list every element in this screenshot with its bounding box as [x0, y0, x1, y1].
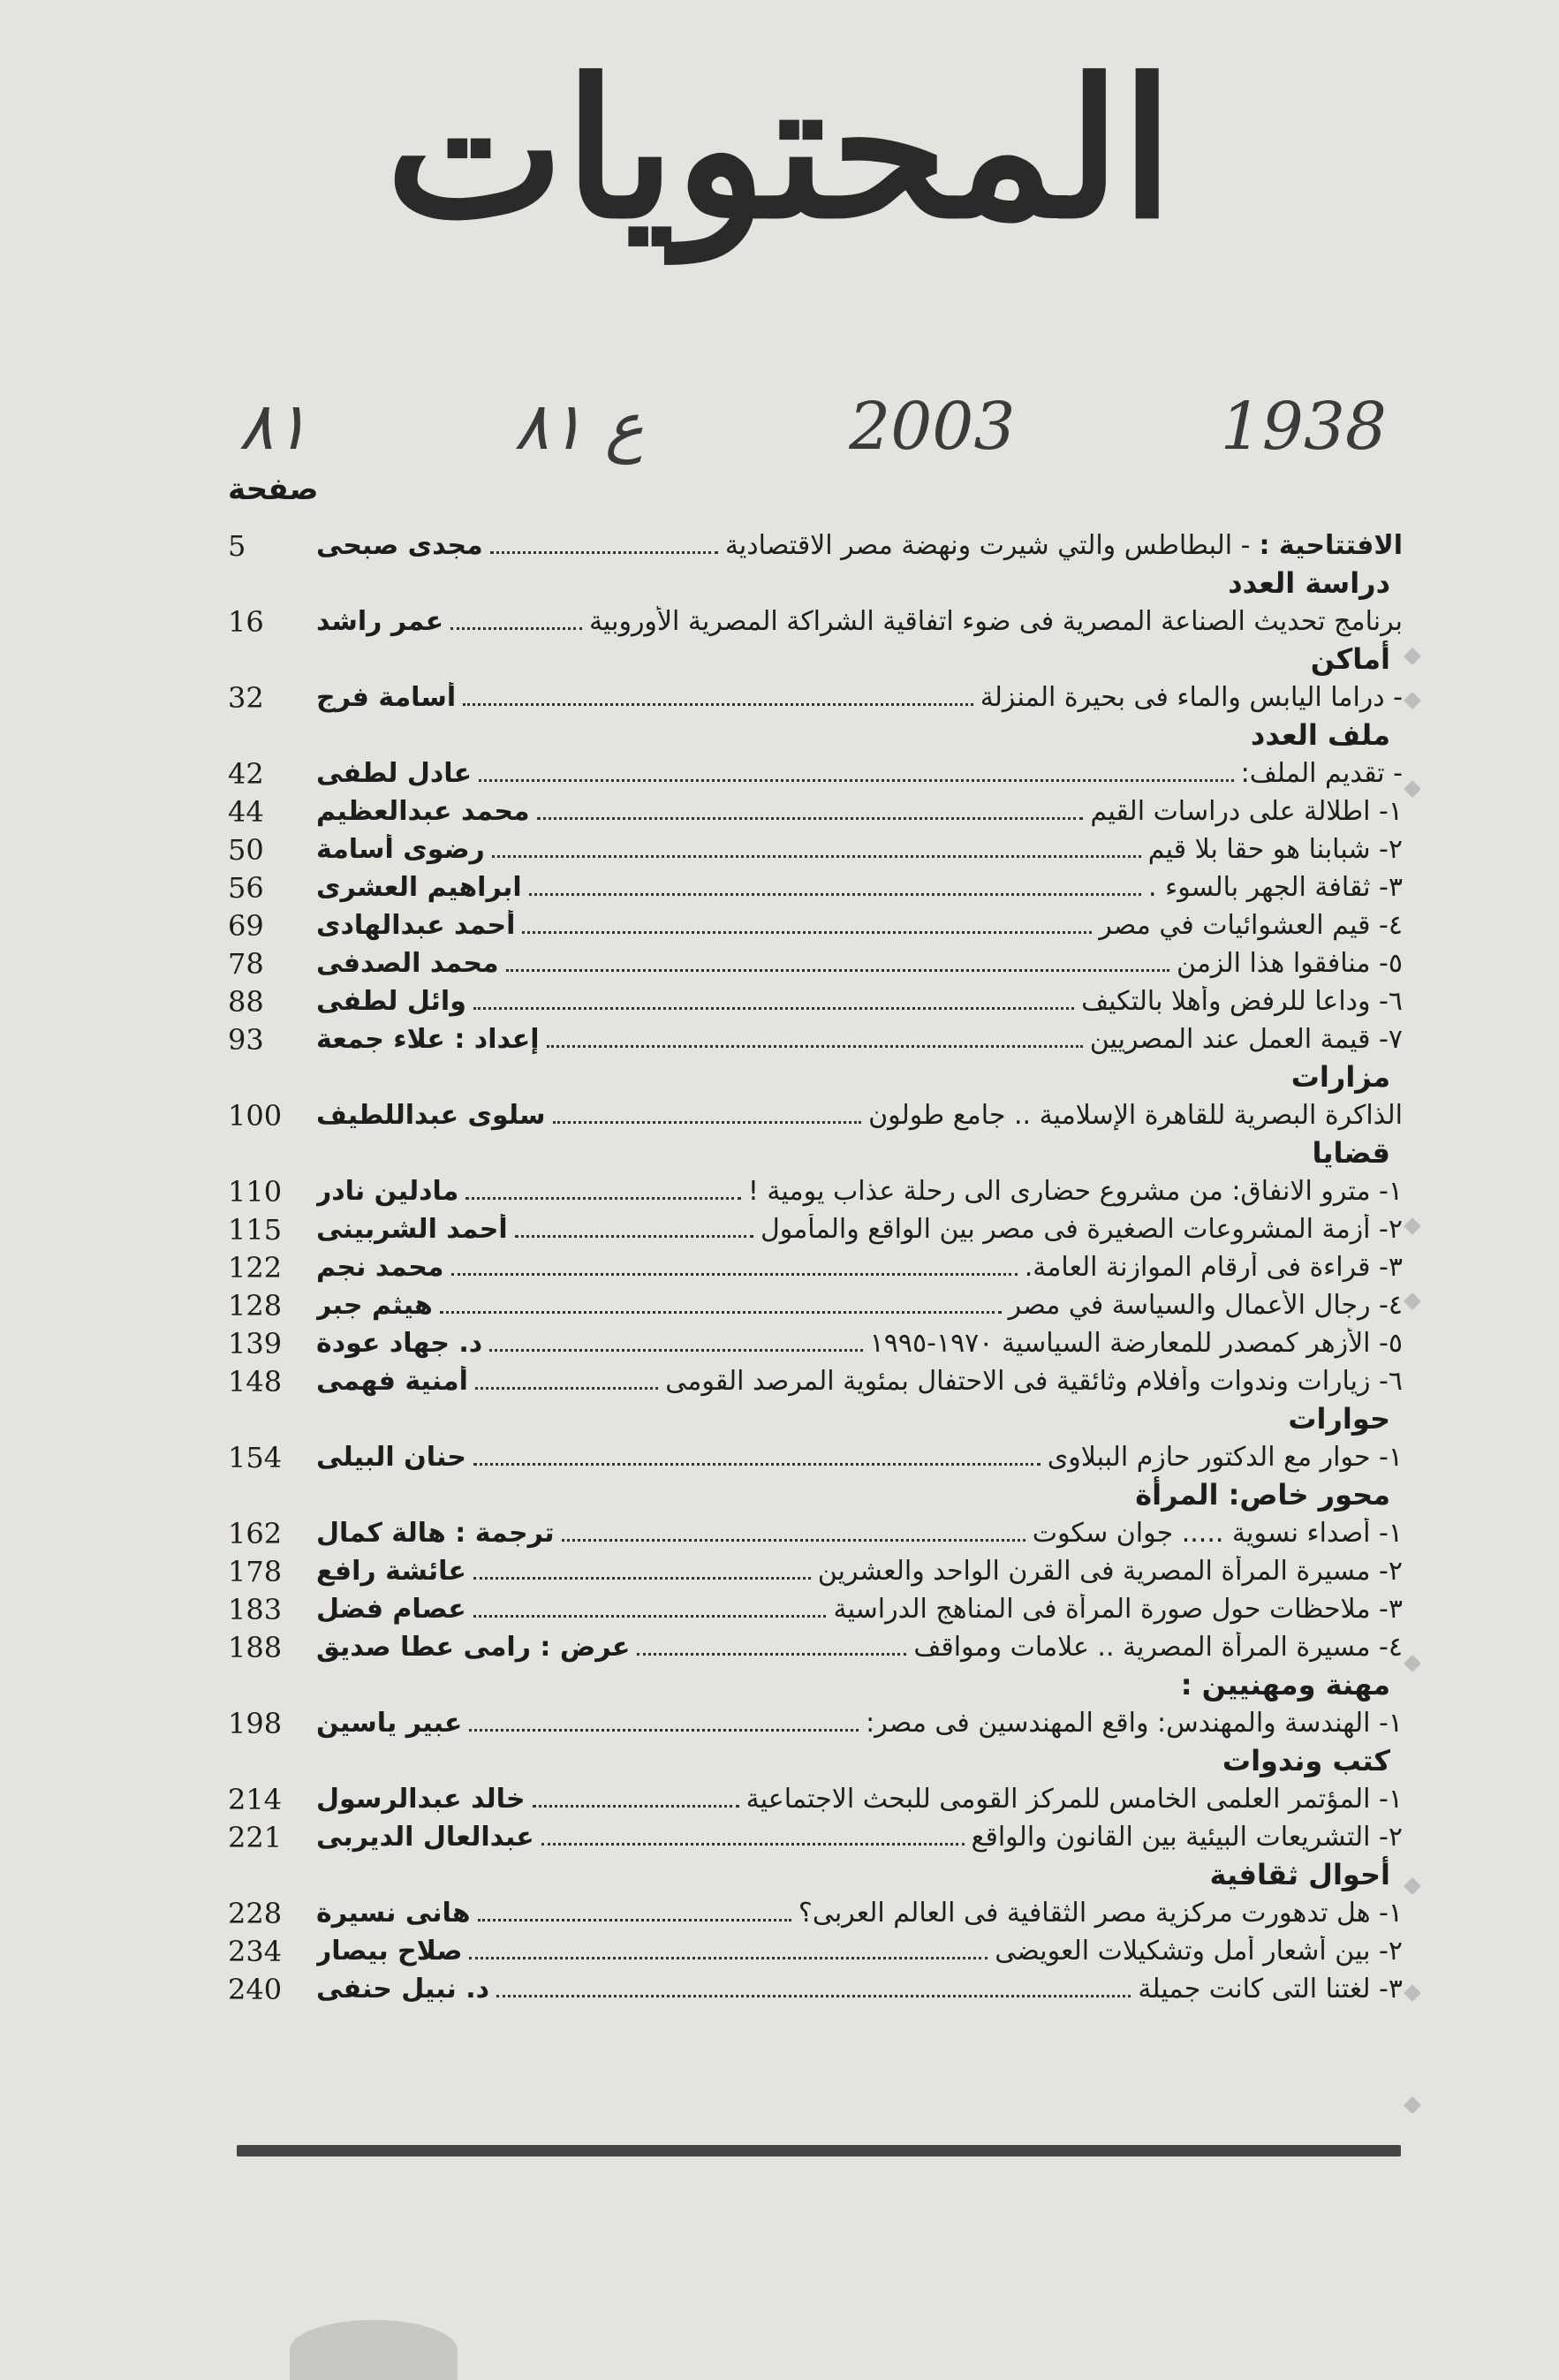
entry-page-number: 228	[228, 1896, 283, 1930]
toc-entry-body	[316, 1214, 1403, 1245]
entry-page-number: 178	[228, 1554, 283, 1588]
entry-page-number: 5	[228, 528, 246, 563]
entry-author: سلوى عبداللطيف	[316, 1100, 546, 1131]
entry-title: ٥- الأزهر كمصدر للمعارضة السياسية ١٩٧٠-١٩٩٥	[869, 1328, 1403, 1359]
entry-page-number: 122	[228, 1250, 283, 1285]
entry-author: عبير ياسين	[316, 1708, 463, 1739]
entry-title: ٢- أزمة المشروعات الصغيرة فى مصر بين الواقع والمأمول	[760, 1214, 1403, 1245]
toc-entry-body	[316, 1784, 1403, 1815]
toc-entry[interactable]	[228, 1324, 1403, 1362]
toc-entry-body	[316, 1822, 1403, 1853]
entry-title: ٦- زيارات وندوات وأفلام وثائقية فى الاحتفال بمئوية المرصد القومى	[665, 1366, 1403, 1397]
toc-entry[interactable]	[228, 1970, 1403, 2008]
entry-title: ٣- قراءة فى أرقام الموازنة العامة.	[1024, 1252, 1403, 1283]
dot-leader	[450, 613, 582, 630]
entry-title: ١- اطلالة على دراسات القيم	[1090, 796, 1403, 827]
entry-author: محمد نجم	[316, 1252, 444, 1283]
entry-author: أحمد عبدالهادى	[316, 910, 516, 941]
entry-author: د. نبيل حنفى	[316, 1974, 490, 2005]
dot-leader	[473, 1601, 827, 1618]
entry-page-number: 240	[228, 1972, 283, 2006]
entry-page-number: 221	[228, 1820, 283, 1854]
dot-leader	[522, 917, 1092, 934]
entry-page-number: 32	[228, 680, 264, 715]
entry-title: ٥- منافقوا هذا الزمن	[1176, 948, 1403, 979]
entry-page-number: 148	[228, 1364, 283, 1398]
toc-entry[interactable]	[228, 1172, 1403, 1210]
entry-title: ١- هل تدهورت مركزية مصر الثقافية فى العالم العربى؟	[798, 1898, 1403, 1929]
diamond-bullet-icon	[1404, 692, 1421, 709]
toc-entry[interactable]	[228, 678, 1403, 716]
toc-entry[interactable]	[228, 1362, 1403, 1400]
toc-entry-body	[316, 1556, 1403, 1587]
toc-entry-body	[316, 1176, 1403, 1207]
entry-page-number: 128	[228, 1288, 283, 1323]
toc-entry-body	[316, 1974, 1403, 2005]
toc-entry-body	[316, 1936, 1403, 1967]
entry-page-number: 56	[228, 870, 264, 905]
dot-leader	[506, 955, 1169, 972]
toc-entry[interactable]	[228, 906, 1403, 944]
toc-entry[interactable]	[228, 1894, 1403, 1932]
dot-leader	[479, 765, 1234, 782]
entry-title: - البطاطس والتي شيرت ونهضة مصر الاقتصادية	[724, 530, 1251, 561]
section-heading: مزارات	[1290, 1060, 1390, 1094]
diamond-bullet-icon	[1404, 648, 1421, 665]
toc-entry[interactable]	[228, 754, 1403, 792]
entry-author: أمنية فهمى	[316, 1366, 468, 1397]
entry-title: الذاكرة البصرية للقاهرة الإسلامية .. جامع طولون	[868, 1100, 1403, 1131]
entry-author: حنان البيلى	[316, 1442, 466, 1473]
entry-page-number: 50	[228, 832, 264, 867]
entry-page-number: 139	[228, 1326, 283, 1361]
toc-entry-body	[316, 530, 1403, 561]
toc-entry[interactable]	[228, 1438, 1403, 1476]
toc-entry-body	[316, 834, 1403, 865]
toc-entry[interactable]	[228, 1780, 1403, 1818]
dot-leader	[473, 993, 1074, 1010]
entry-title: ٤- مسيرة المرأة المصرية .. علامات ومواقف	[913, 1632, 1403, 1663]
dot-leader	[529, 879, 1141, 896]
dot-leader	[490, 537, 718, 554]
page-title: المحتويات	[385, 37, 1174, 261]
diamond-bullet-icon	[1404, 780, 1421, 798]
section-heading: أحوال ثقافية	[1209, 1858, 1390, 1891]
dot-leader	[533, 1791, 739, 1808]
toc-entry[interactable]	[228, 792, 1403, 830]
diamond-bullet-icon	[1404, 2096, 1421, 2114]
dot-leader	[469, 1943, 988, 1959]
entry-author: إعداد : علاء جمعة	[316, 1024, 540, 1055]
margin-diamonds	[1397, 527, 1433, 1852]
entry-title: ٦- وداعا للرفض وأهلا بالتكيف	[1081, 986, 1403, 1017]
entry-title: ٢- مسيرة المرأة المصرية فى القرن الواحد والعشرين	[817, 1556, 1403, 1587]
section-heading: محور خاص: المرأة	[1135, 1478, 1390, 1512]
entry-title: ١- أصداء نسوية ..... جوان سكوت	[1032, 1518, 1403, 1549]
toc-entry-body	[316, 682, 1403, 713]
diamond-bullet-icon	[1404, 1655, 1421, 1672]
dot-leader	[496, 1981, 1131, 1997]
entry-page-number: 88	[228, 984, 264, 1019]
entry-author: هانى نسيرة	[316, 1898, 471, 1929]
diamond-bullet-icon	[1404, 1877, 1421, 1895]
toc-entry-body	[316, 1024, 1403, 1055]
entry-title: ٤- رجال الأعمال والسياسة في مصر	[1008, 1290, 1403, 1321]
entry-author: ابراهيم العشرى	[316, 872, 522, 903]
entry-author: أحمد الشربينى	[316, 1214, 508, 1245]
toc-entry-body	[316, 1328, 1403, 1359]
section-heading: ملف العدد	[1250, 718, 1390, 752]
dot-leader	[463, 689, 973, 706]
toc-entry[interactable]	[228, 944, 1403, 982]
entry-author: محمد الصدفى	[316, 948, 499, 979]
toc-entry-body	[316, 1100, 1403, 1131]
entry-author: محمد عبدالعظيم	[316, 796, 530, 827]
diamond-bullet-icon	[1404, 1292, 1421, 1310]
entry-title: ٣- لغتنا التى كانت جميلة	[1138, 1974, 1403, 2005]
entry-author: رضوى أسامة	[316, 834, 485, 865]
entry-author: د. جهاد عودة	[316, 1328, 483, 1359]
entry-author: ترجمة : هالة كمال	[316, 1518, 555, 1549]
entry-page-number: 234	[228, 1934, 283, 1968]
toc-entry-body	[316, 1518, 1403, 1549]
toc-entry[interactable]	[228, 527, 1403, 565]
entry-title: ٣- ملاحظات حول صورة المرأة فى المناهج الدراسية	[833, 1594, 1403, 1625]
diamond-bullet-icon	[1404, 1217, 1421, 1235]
toc-entry-body	[316, 758, 1403, 789]
toc-entry-body	[316, 1252, 1403, 1283]
page-column-label: صفحة	[228, 472, 319, 507]
section-heading: حوارات	[1288, 1402, 1390, 1436]
toc-entry[interactable]	[228, 1628, 1403, 1666]
dot-leader	[553, 1107, 862, 1124]
section-heading: قضايا	[1312, 1136, 1390, 1170]
diamond-bullet-icon	[1404, 1984, 1421, 2002]
dot-leader	[451, 1259, 1018, 1276]
dot-leader	[473, 1449, 1041, 1466]
toc-entry-body	[316, 606, 1403, 637]
entry-author: عرض : رامى عطا صديق	[316, 1632, 631, 1663]
entry-title: ٢- بين أشعار أمل وتشكيلات العويضى	[995, 1936, 1403, 1967]
toc-entry[interactable]	[228, 1552, 1403, 1590]
dot-leader	[537, 803, 1084, 820]
entry-title: ٢- شبابنا هو حقا بلا قيم	[1147, 834, 1403, 865]
dot-leader	[637, 1639, 906, 1656]
entry-author: مادلين نادر	[316, 1176, 459, 1207]
entry-author: هيثم جبر	[316, 1290, 433, 1321]
entry-page-number: 115	[228, 1212, 283, 1247]
scan-smudge	[290, 2320, 458, 2380]
toc-entry[interactable]	[228, 982, 1403, 1020]
toc-entry[interactable]	[228, 1248, 1403, 1286]
dot-leader	[541, 1829, 965, 1846]
dot-leader	[515, 1221, 753, 1238]
toc-entry-body	[316, 948, 1403, 979]
entry-title: ٣- ثقافة الجهر بالسوء .	[1148, 872, 1403, 903]
entry-page-number: 154	[228, 1440, 283, 1474]
handwritten-note: ع ۸۱	[513, 389, 644, 465]
table-of-contents	[228, 527, 1403, 2008]
entry-title: ١- الهندسة والمهندس: واقع المهندسين فى مصر:	[866, 1708, 1403, 1739]
toc-entry-body	[316, 1632, 1403, 1663]
toc-entry-body	[316, 1898, 1403, 1929]
entry-title: ١- مترو الانفاق: من مشروع حضارى الى رحلة عذاب يومية !	[747, 1176, 1403, 1207]
toc-entry-body	[316, 872, 1403, 903]
toc-entry-body	[316, 1366, 1403, 1397]
entry-author: عائشة رافع	[316, 1556, 466, 1587]
toc-entry[interactable]	[228, 1514, 1403, 1552]
entry-title: ١- المؤتمر العلمى الخامس للمركز القومى للبحث الاجتماعية	[745, 1784, 1403, 1815]
dot-leader	[465, 1183, 740, 1200]
entry-author: أسامة فرج	[316, 682, 457, 713]
dot-leader	[440, 1297, 1002, 1314]
section-heading: الافتتاحية :	[1259, 530, 1403, 561]
entry-page-number: 162	[228, 1516, 283, 1550]
dot-leader	[469, 1715, 859, 1732]
dot-leader	[473, 1563, 811, 1580]
entry-title: ٢- التشريعات البيئية بين القانون والواقع	[971, 1822, 1403, 1853]
dot-leader	[562, 1525, 1025, 1542]
dot-leader	[492, 841, 1141, 858]
entry-page-number: 42	[228, 756, 264, 791]
toc-entry[interactable]	[228, 1590, 1403, 1628]
toc-entry[interactable]	[228, 1286, 1403, 1324]
entry-page-number: 100	[228, 1098, 283, 1133]
entry-title: - تقديم الملف:	[1240, 758, 1403, 789]
entry-page-number: 214	[228, 1782, 283, 1816]
entry-author: مجدى صبحى	[316, 530, 483, 561]
entry-page-number: 44	[228, 794, 264, 829]
entry-page-number: 183	[228, 1592, 283, 1626]
toc-entry-body	[316, 1442, 1403, 1473]
entry-author: وائل لطفى	[316, 986, 466, 1017]
handwritten-notes	[238, 389, 1387, 465]
entry-author: عصام فضل	[316, 1594, 466, 1625]
dot-leader	[475, 1373, 658, 1390]
toc-entry[interactable]	[228, 1704, 1403, 1742]
toc-entry-body	[316, 1290, 1403, 1321]
handwritten-note: 2003	[849, 389, 1016, 465]
bottom-rule	[237, 2145, 1401, 2156]
toc-entry[interactable]	[228, 1932, 1403, 1970]
entry-author: خالد عبدالرسول	[316, 1784, 526, 1815]
entry-page-number: 110	[228, 1174, 283, 1209]
toc-entry-body	[316, 986, 1403, 1017]
toc-entry-body	[316, 796, 1403, 827]
entry-title: ٤- قيم العشوائيات في مصر	[1099, 910, 1403, 941]
toc-entry-body	[316, 910, 1403, 941]
handwritten-note: 1938	[1220, 389, 1387, 465]
entry-page-number: 198	[228, 1706, 283, 1740]
dot-leader	[489, 1335, 862, 1352]
entry-page-number: 188	[228, 1630, 283, 1664]
toc-entry-body	[316, 1594, 1403, 1625]
toc-entry-body	[316, 1708, 1403, 1739]
entry-page-number: 16	[228, 604, 264, 639]
handwritten-note: ۸۱	[238, 389, 309, 465]
entry-title: ١- حوار مع الدكتور حازم الببلاوى	[1047, 1442, 1403, 1473]
entry-author: عبدالعال الديربى	[316, 1822, 534, 1853]
toc-entry[interactable]	[228, 603, 1403, 640]
toc-entry[interactable]	[228, 830, 1403, 868]
dot-leader	[478, 1905, 791, 1921]
entry-author: عمر راشد	[316, 606, 444, 637]
toc-entry[interactable]	[228, 1020, 1403, 1058]
dot-leader	[547, 1031, 1083, 1048]
section-heading: أماكن	[1310, 642, 1390, 676]
toc-entry[interactable]	[228, 1210, 1403, 1248]
entry-page-number: 69	[228, 908, 264, 943]
entry-title: - دراما اليابس والماء فى بحيرة المنزلة	[980, 682, 1403, 713]
toc-entry[interactable]	[228, 1096, 1403, 1134]
entry-title: ٧- قيمة العمل عند المصريين	[1089, 1024, 1403, 1055]
entry-author: صلاح بيصار	[316, 1936, 463, 1967]
entry-page-number: 78	[228, 946, 264, 981]
toc-entry[interactable]	[228, 1818, 1403, 1856]
entry-author: عادل لطفى	[316, 758, 473, 789]
section-heading: مهنة ومهنيين :	[1180, 1668, 1390, 1702]
section-heading: دراسة العدد	[1228, 566, 1390, 600]
section-heading: كتب وندوات	[1222, 1744, 1390, 1777]
toc-entry[interactable]	[228, 868, 1403, 906]
entry-page-number: 93	[228, 1022, 264, 1057]
entry-title: برنامج تحديث الصناعة المصرية فى ضوء اتفاقية الشراكة المصرية الأوروبية	[588, 606, 1403, 637]
